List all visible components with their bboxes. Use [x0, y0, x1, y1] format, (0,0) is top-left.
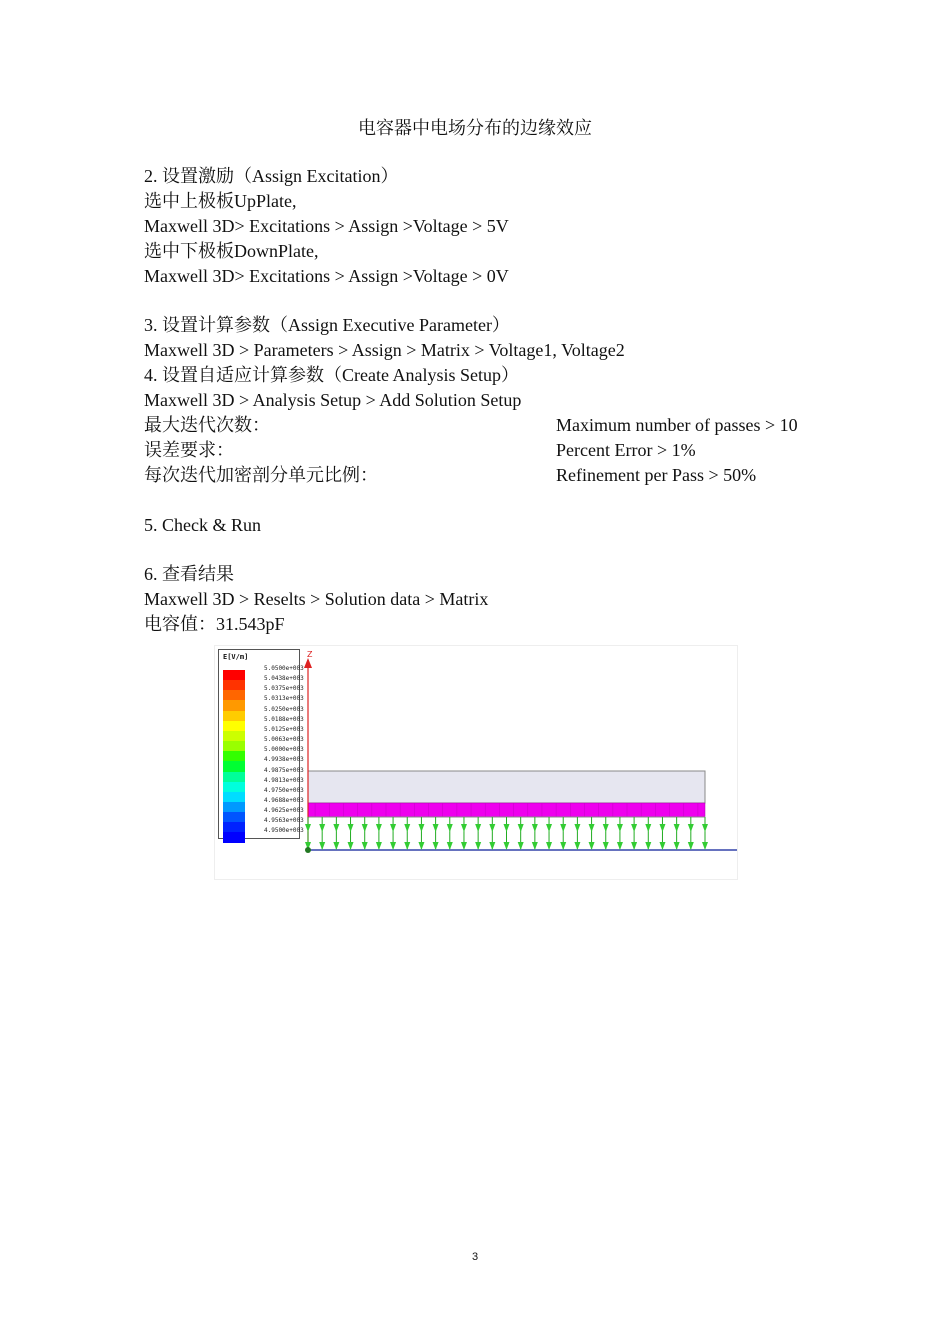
field-arrow [688, 817, 694, 850]
field-arrow [333, 817, 339, 850]
field-arrow [546, 817, 552, 850]
field-plot-figure [214, 645, 738, 880]
upplate-voltage-path: Maxwell 3D> Excitations > Assign >Voltage > 5V [144, 216, 509, 236]
legend-tick-label: 4.9500e+003 [264, 827, 304, 835]
legend-tick-label: 4.9625e+003 [264, 807, 304, 815]
legend-tick-label: 5.0375e+003 [264, 685, 304, 693]
solution-data-path: Maxwell 3D > Reselts > Solution data > Matrix [144, 589, 489, 609]
legend-tick-label: 5.0500e+003 [264, 665, 304, 672]
step3-heading: 3. 设置计算参数（Assign Executive Parameter） [144, 315, 510, 335]
field-arrow [560, 817, 566, 850]
legend-tick-label: 4.9813e+003 [264, 776, 304, 784]
field-arrow [702, 817, 708, 850]
legend-tick-label: 5.0000e+003 [264, 746, 304, 754]
legend-tick-label: 5.0063e+003 [264, 736, 304, 744]
origin-marker [305, 847, 311, 853]
legend-tick-label: 4.9938e+003 [264, 756, 304, 764]
page-title: 电容器中电场分布的边缘效应 [358, 118, 592, 138]
field-arrow [631, 817, 637, 850]
field-arrow [475, 817, 481, 850]
legend-tick-label: 5.0313e+003 [264, 695, 304, 703]
field-arrow [418, 817, 424, 850]
param-row [144, 464, 757, 486]
field-arrow [305, 817, 311, 850]
step6-heading: 6. 查看结果 [144, 564, 234, 584]
field-arrow [348, 817, 354, 850]
param-label: 误差要求： [144, 440, 234, 460]
page-number: 3 [471, 1251, 479, 1263]
field-arrow [645, 817, 651, 850]
field-arrow [404, 817, 410, 850]
step5-heading: 5. Check & Run [144, 515, 261, 535]
downplate-voltage-path: Maxwell 3D> Excitations > Assign >Voltage > 0V [144, 266, 509, 286]
field-arrow [518, 817, 524, 850]
legend-tick-label: 5.0438e+003 [264, 675, 304, 683]
field-arrow [390, 817, 396, 850]
z-axis-arrowhead [304, 658, 312, 668]
parameters-path: Maxwell 3D > Parameters > Assign > Matrix > Voltage1, Voltage2 [144, 340, 625, 360]
field-arrow [319, 817, 325, 850]
field-arrow [489, 817, 495, 850]
field-arrow [461, 817, 467, 850]
field-arrow [617, 817, 623, 850]
select-upplate: 选中上极板UpPlate, [144, 191, 297, 211]
field-arrow [376, 817, 382, 850]
field-arrow [589, 817, 595, 850]
field-arrow [603, 817, 609, 850]
legend-title: E[V/m] [223, 653, 249, 661]
param-label: 每次迭代加密剖分单元比例： [144, 465, 378, 485]
legend-tick-label: 4.9688e+003 [264, 796, 304, 804]
field-arrow [433, 817, 439, 850]
field-arrow [447, 817, 453, 850]
field-band [308, 803, 705, 817]
field-arrow [674, 817, 680, 850]
upper-plate [308, 771, 705, 803]
legend-tick-label: 5.0250e+003 [264, 705, 304, 713]
capacitance-value: 电容值：31.543pF [144, 614, 285, 634]
legend-tick-label: 5.0188e+003 [264, 715, 304, 723]
field-arrow [362, 817, 368, 850]
legend-tick-label: 5.0125e+003 [264, 725, 304, 733]
field-arrow [532, 817, 538, 850]
field-arrow [659, 817, 665, 850]
z-axis-label: Z [307, 650, 313, 659]
field-arrows [305, 817, 708, 850]
param-label: 最大迭代次数： [144, 415, 270, 435]
param-value: Percent Error > 1% [556, 440, 696, 460]
legend-tick-label: 4.9750e+003 [264, 786, 304, 794]
field-arrow [504, 817, 510, 850]
legend-tick-label: 4.9875e+003 [264, 766, 304, 774]
step4-heading: 4. 设置自适应计算参数（Create Analysis Setup） [144, 365, 519, 385]
select-downplate: 选中下极板DownPlate, [144, 241, 319, 261]
param-value: Maximum number of passes > 10 [556, 415, 798, 435]
param-row [144, 439, 696, 461]
param-value: Refinement per Pass > 50% [556, 465, 757, 485]
field-arrow [574, 817, 580, 850]
field-plot [215, 646, 737, 879]
step2-heading: 2. 设置激励（Assign Excitation） [144, 166, 399, 186]
param-row [144, 414, 798, 436]
legend-tick-label: 4.9563e+003 [264, 817, 304, 825]
analysis-setup-path: Maxwell 3D > Analysis Setup > Add Solution Setup [144, 390, 522, 410]
